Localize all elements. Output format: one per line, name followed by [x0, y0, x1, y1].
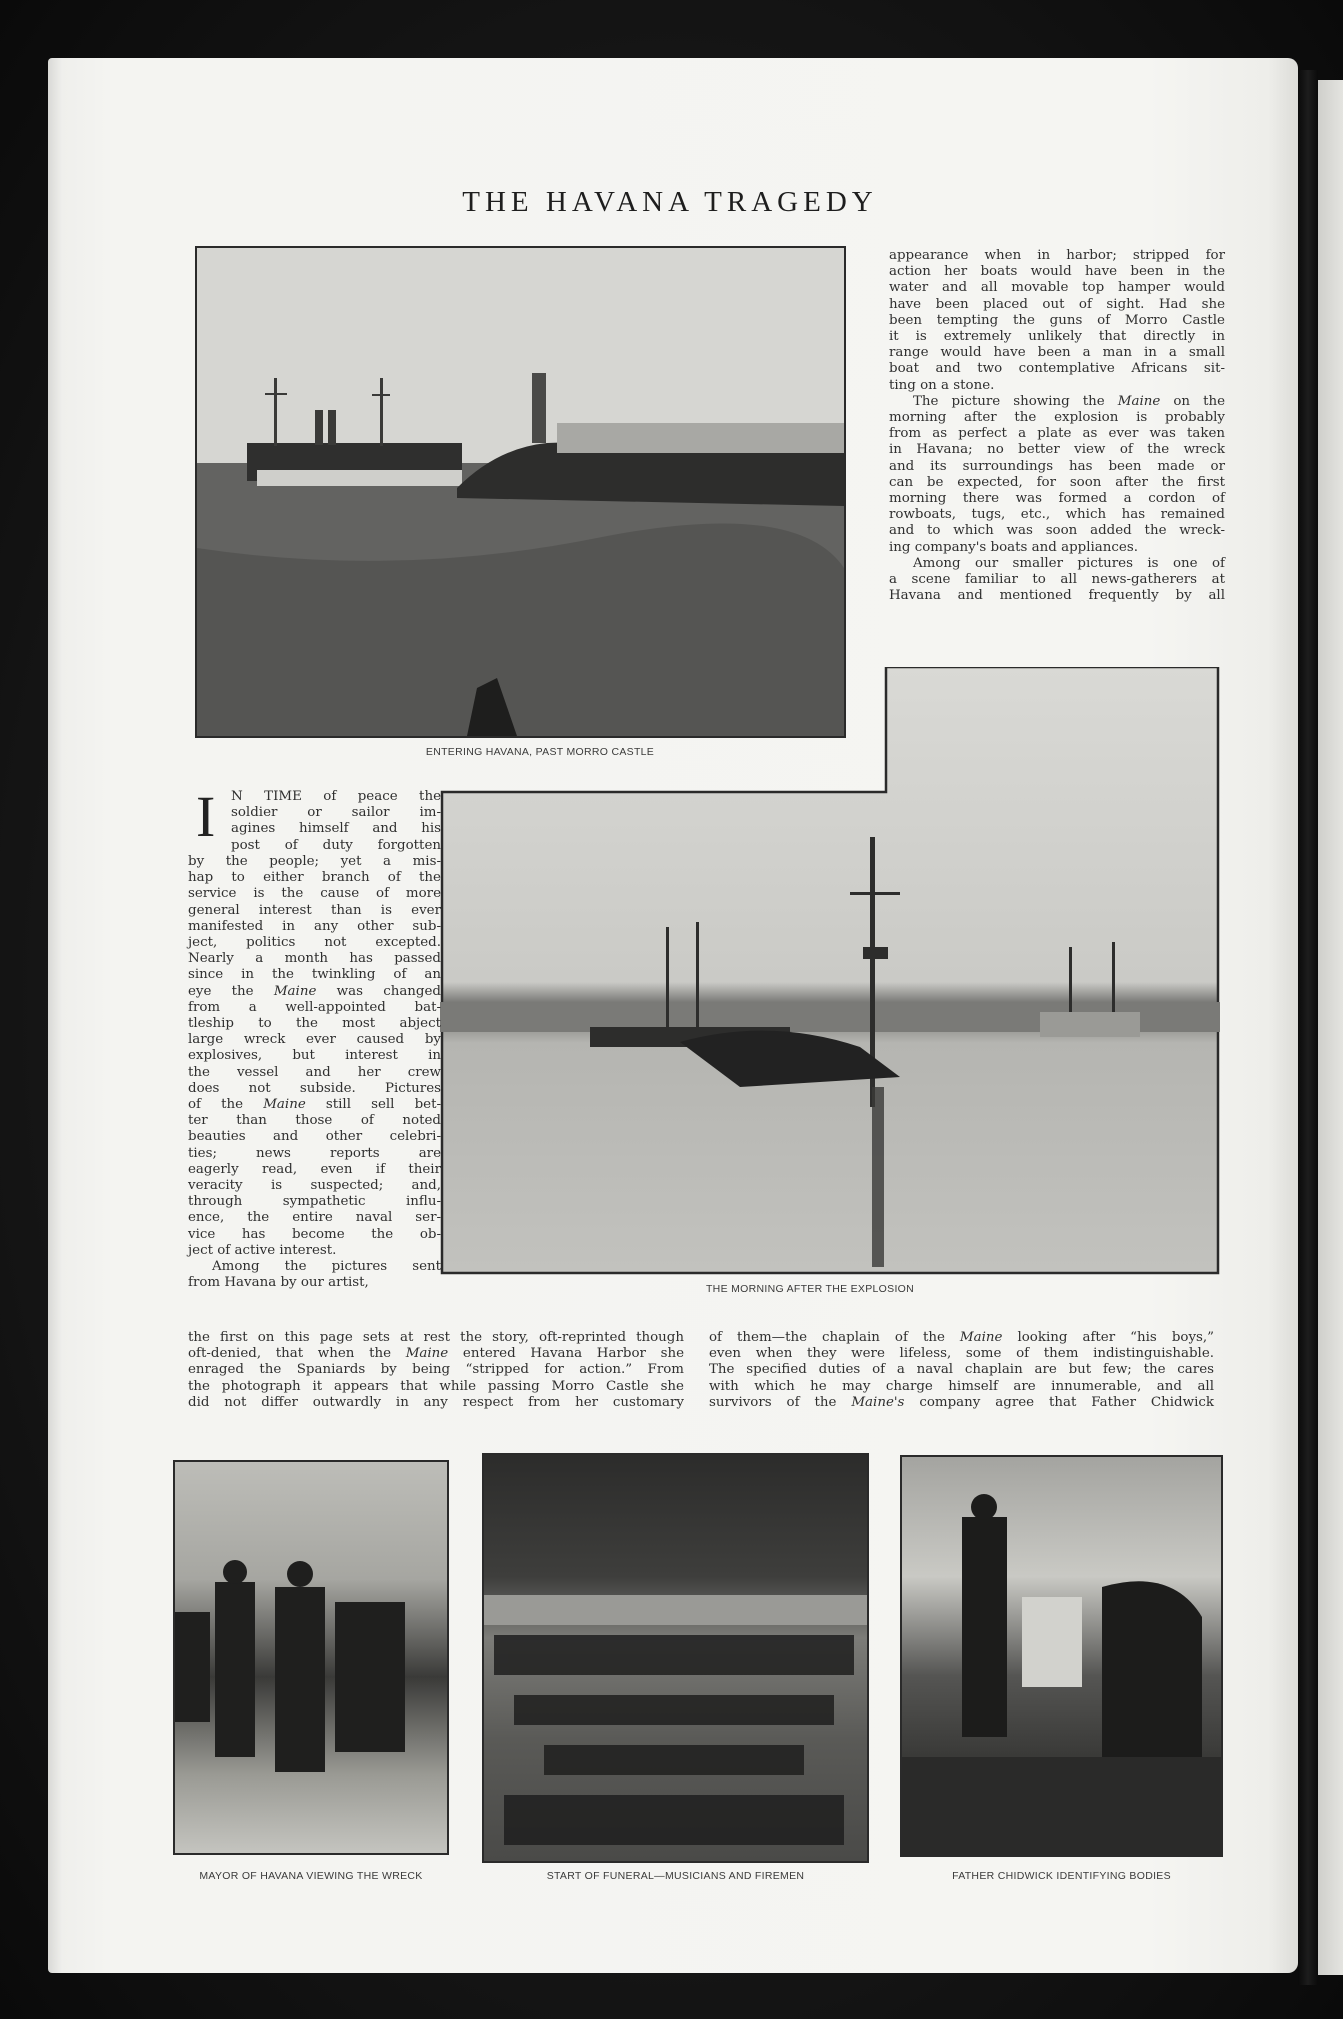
text-line: since in the twinkling of an [188, 967, 441, 983]
text-line: and to which was soon added the wreck- [889, 523, 1225, 539]
caption-chidwick: FATHER CHIDWICK IDENTIFYING BODIES [952, 1870, 1171, 1882]
text-line: did not differ outwardly in any respect from her customary [188, 1394, 684, 1410]
text-line: service is the cause of more [188, 886, 441, 902]
photo-mayor-of-havana [173, 1460, 449, 1855]
drop-cap: I [196, 784, 216, 849]
text-line: morning after the explosion is probably [889, 410, 1225, 426]
text-line: morning there was formed a cordon of [889, 491, 1225, 507]
text-line: of the Maine still sell bet- [188, 1097, 441, 1113]
text-line: the vessel and her crew [188, 1064, 441, 1080]
photo-start-of-funeral [482, 1453, 869, 1863]
photo-morning-after [440, 667, 1220, 1275]
text-line: from a well-appointed bat- [188, 999, 441, 1015]
text-line: N TIME of peace the [231, 789, 441, 804]
figures-illustration [175, 1462, 447, 1853]
text-line: hap to either branch of the [188, 870, 441, 886]
text-line: The picture showing the Maine on the [913, 393, 1225, 409]
text-line: Among the pictures sent [212, 1259, 441, 1275]
text-line: with which he may charge himself are innumerable, and all [709, 1378, 1214, 1394]
text-line: ties; news reports are [188, 1145, 441, 1161]
text-line: can be expected, for soon after the first [889, 474, 1225, 490]
text-line: Havana and mentioned frequently by all [889, 588, 1225, 604]
text-line: of them—the chaplain of the Maine looking after “his boys,” [709, 1330, 1214, 1345]
bottom-right-column-text [709, 1330, 1214, 1411]
text-line: agines himself and his [231, 821, 441, 837]
text-line: from as perfect a plate as ever was taken [889, 426, 1225, 442]
crowd-illustration [484, 1455, 867, 1861]
text-line: ting on a stone. [889, 377, 995, 393]
text-line: explosives, but interest in [188, 1048, 441, 1064]
text-line: ter than those of noted [188, 1113, 441, 1129]
text-line: ence, the entire naval ser- [188, 1210, 441, 1226]
text-line: the photograph it appears that while passing Morro Castle she [188, 1378, 684, 1394]
text-line: action her boats would have been in the [889, 264, 1225, 280]
text-line: ject, politics not excepted. [188, 935, 441, 951]
left-column-intro-indented [231, 789, 441, 854]
text-line: soldier or sailor im- [231, 805, 441, 821]
photo-father-chidwick [900, 1455, 1223, 1857]
text-line: general interest than is ever [188, 902, 441, 918]
text-line: range would have been a man in a small [889, 345, 1225, 361]
text-line: The specified duties of a naval chaplain are but few; the cares [709, 1362, 1214, 1378]
text-line: have been placed out of sight. Had she [889, 296, 1225, 312]
text-line: been tempting the guns of Morro Castle [889, 312, 1225, 328]
caption-funeral: START OF FUNERAL—MUSICIANS AND FIREMEN [546, 1870, 805, 1882]
text-line: even when they were lifeless, some of them indistinguishable. [709, 1346, 1214, 1362]
caption-entering-havana: ENTERING HAVANA, PAST MORRO CASTLE [425, 746, 655, 758]
text-line: beauties and other celebri- [188, 1129, 441, 1145]
book-gutter [1298, 70, 1318, 1985]
text-line: it is extremely unlikely that directly in [889, 329, 1225, 345]
text-line: veracity is suspected; and, [188, 1178, 441, 1194]
text-line: eagerly read, even if their [188, 1161, 441, 1177]
text-line: the first on this page sets at rest the story, oft-reprinted though [188, 1330, 684, 1345]
text-line: post of duty forgotten [231, 837, 441, 853]
text-line: by the people; yet a mis- [188, 854, 441, 869]
text-line: does not subside. Pictures [188, 1080, 441, 1096]
text-line: through sympathetic influ- [188, 1194, 441, 1210]
left-column-text [188, 854, 441, 1291]
text-line: survivors of the Maine's company agree that Father Chidwick [709, 1394, 1214, 1410]
text-line: rowboats, tugs, etc., which has remained [889, 507, 1225, 523]
ship-and-castle-illustration [197, 248, 844, 736]
wreck-illustration [440, 667, 1220, 1275]
text-line: from Havana by our artist, [188, 1275, 369, 1291]
text-line: ing company's boats and appliances. [889, 539, 1138, 555]
chaplain-illustration [902, 1457, 1221, 1855]
right-column-text [889, 248, 1225, 604]
text-line: Nearly a month has passed [188, 951, 441, 967]
text-line: and its surroundings has been made or [889, 458, 1225, 474]
text-line: ject of active interest. [188, 1242, 337, 1258]
text-line: oft-denied, that when the Maine entered Havana Harbor she [188, 1346, 684, 1362]
text-line: in Havana; no better view of the wreck [889, 442, 1225, 458]
text-line: water and all movable top hamper would [889, 280, 1225, 296]
facing-page-edge [1318, 80, 1343, 1975]
text-line: eye the Maine was changed [188, 983, 441, 999]
text-line: appearance when in harbor; stripped for [889, 248, 1225, 263]
text-line: Among our smaller pictures is one of [913, 555, 1225, 571]
caption-morning-after: THE MORNING AFTER THE EXPLOSION [705, 1283, 915, 1295]
bottom-left-column-text [188, 1330, 684, 1411]
text-line: vice has become the ob- [188, 1226, 441, 1242]
page-title: THE HAVANA TRAGEDY [462, 186, 878, 218]
text-line: manifested in any other sub- [188, 918, 441, 934]
text-line: enraged the Spaniards by being “stripped for action.” From [188, 1362, 684, 1378]
text-line: large wreck ever caused by [188, 1032, 441, 1048]
text-line: tleship to the most abject [188, 1016, 441, 1032]
text-line: a scene familiar to all news-gatherers at [889, 572, 1225, 588]
caption-mayor: MAYOR OF HAVANA VIEWING THE WRECK [199, 1870, 423, 1882]
text-line: boat and two contemplative Africans sit- [889, 361, 1225, 377]
photo-entering-havana [195, 246, 846, 738]
